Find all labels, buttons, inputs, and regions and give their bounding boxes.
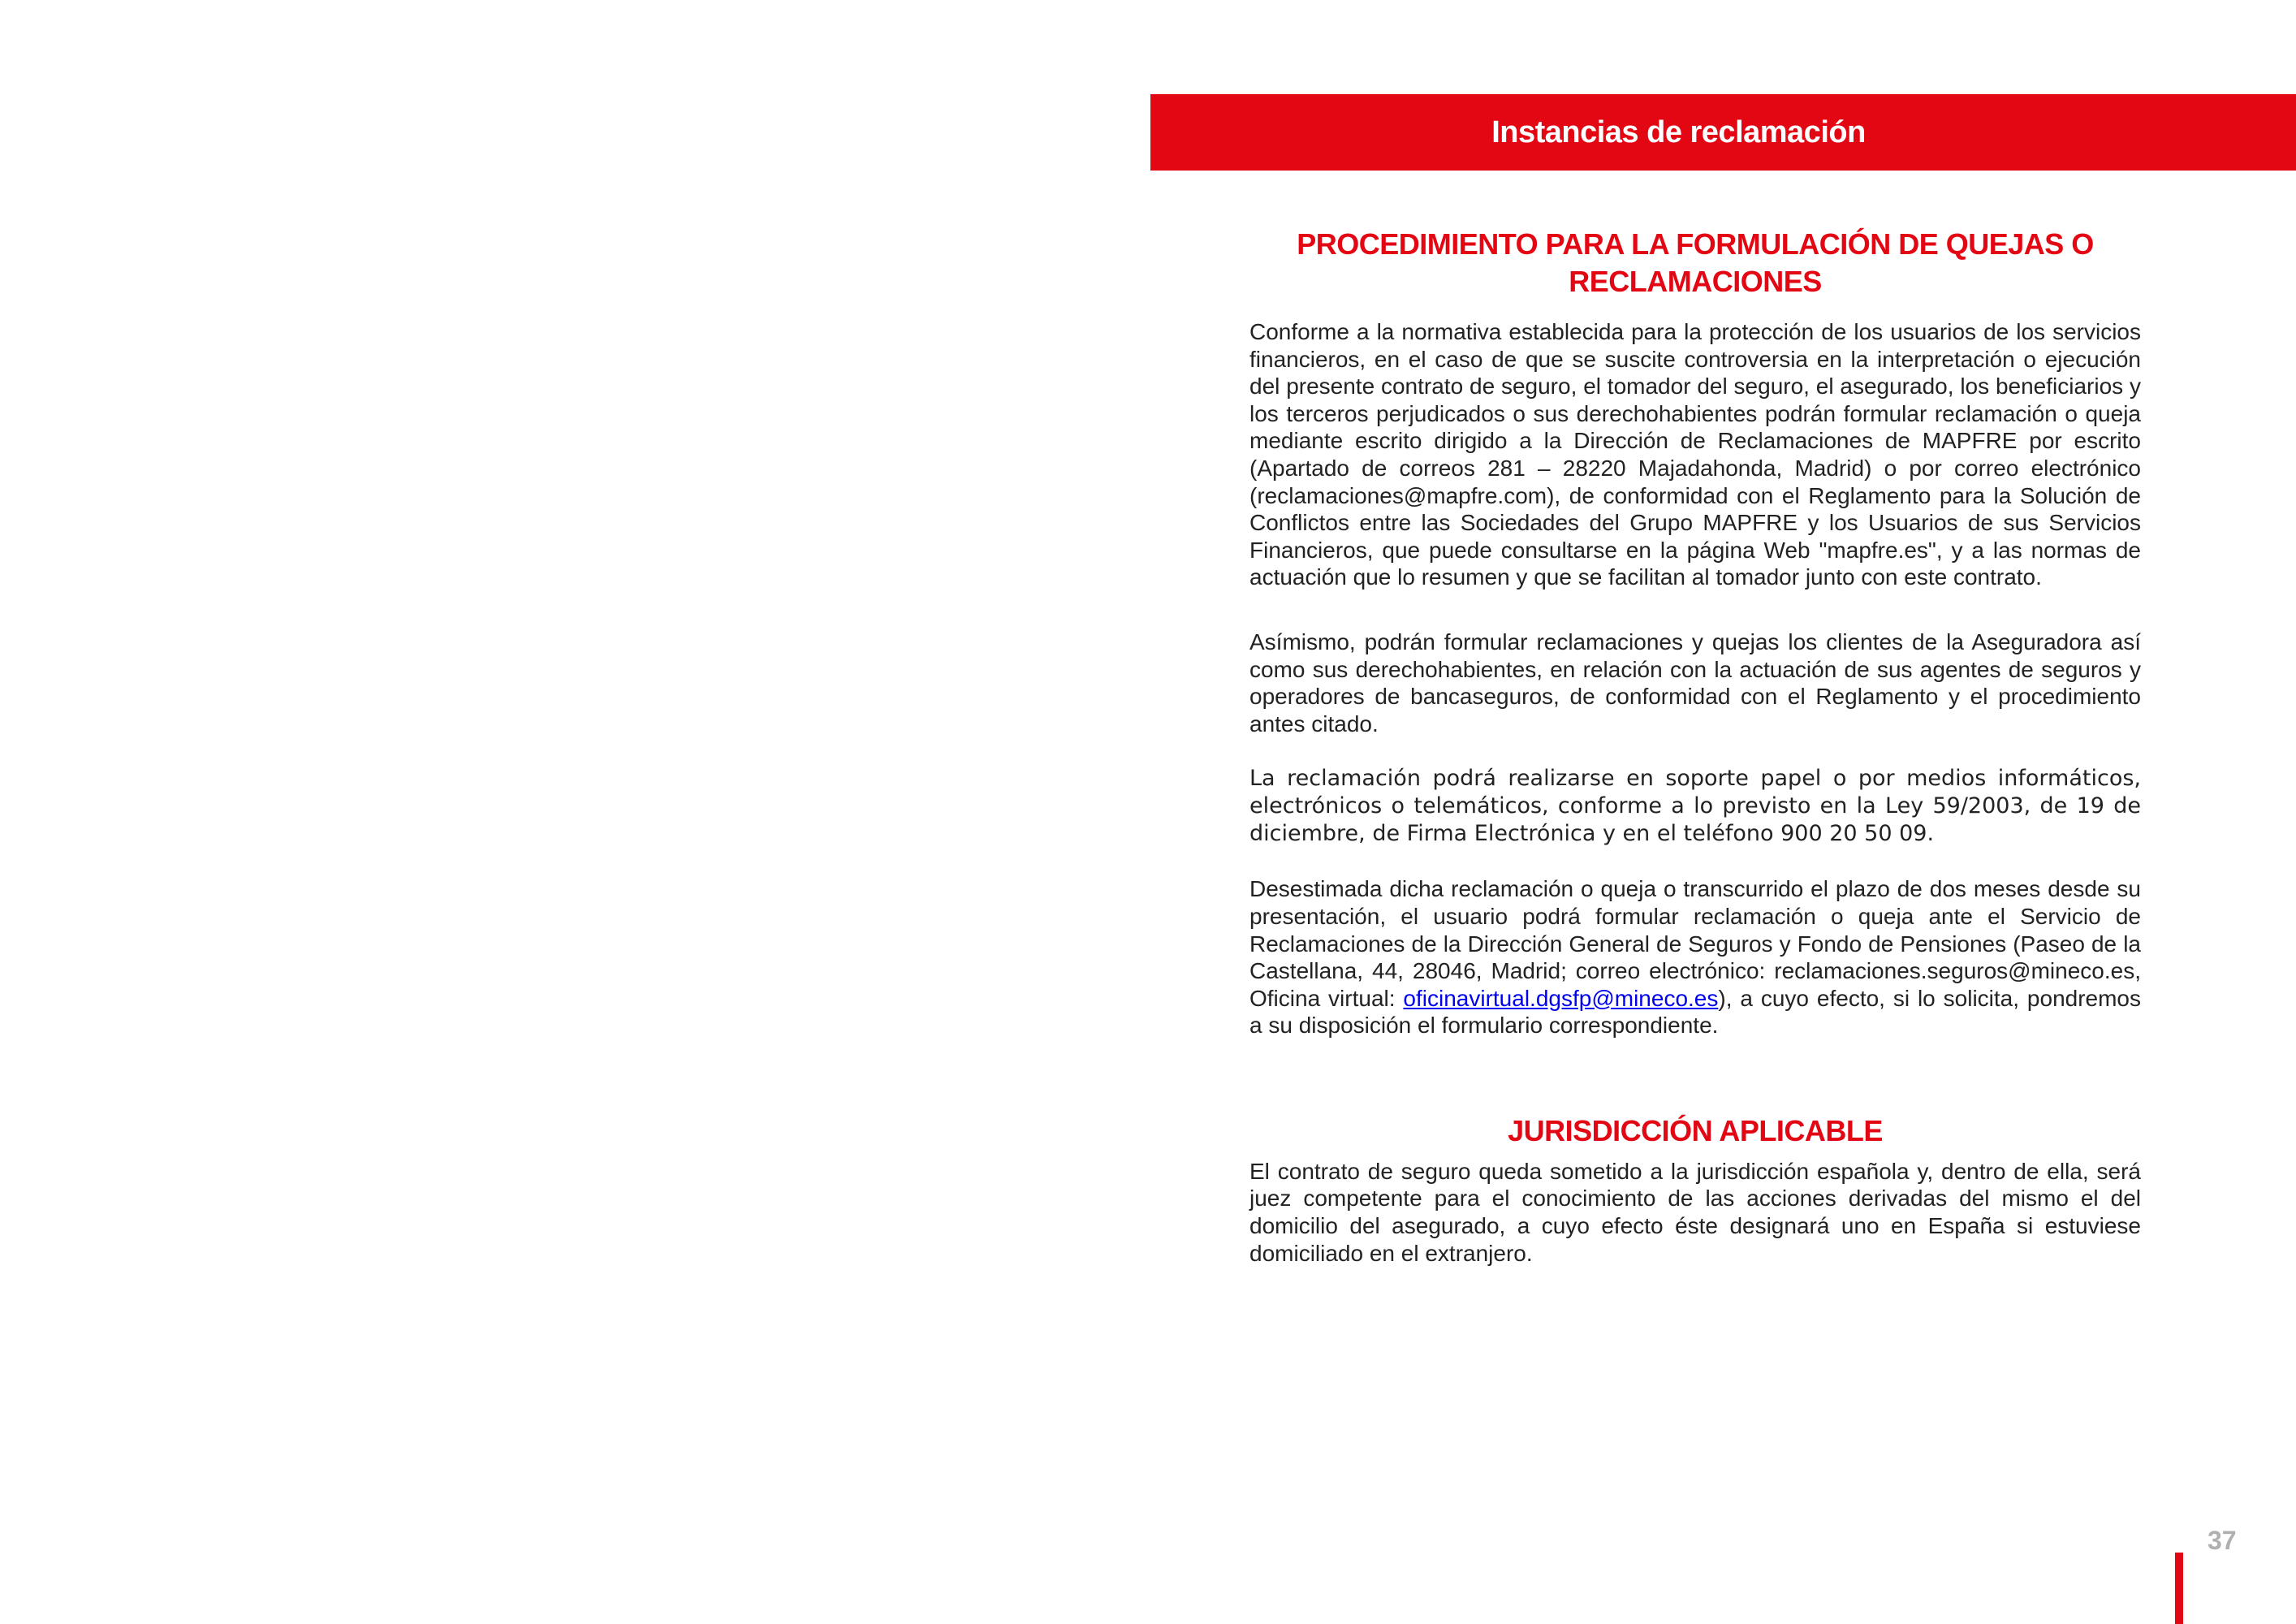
- page-accent-bar: [2175, 1553, 2183, 1624]
- procedure-title-line1: PROCEDIMIENTO PARA LA FORMULACIÓN DE QUEJAS O: [1297, 227, 2094, 261]
- paragraph-reclamation-procedure: Conforme a la normativa establecida para la protección de los usuarios de los servicios financieros, en el caso de que se suscite controversia en la interpretación o ejecución del presente contrato de seguro, el tomador del seguro, el asegurado, los beneficiarios y los terceros perjudicados o sus derechohabientes podrán formular reclamación o queja mediante escrito dirigido a la Dirección de Reclamaciones de MAPFRE por escrito (Apartado de correos 281 – 28220 Majadahonda, Madrid) o por correo electrónico (reclamaciones@mapfre.com), de conformidad con el Reglamento para la Solución de Conflictos entre las Sociedades del Grupo MAPFRE y los Usuarios de sus Servicios Financieros, que puede consultarse en la página Web "mapfre.es", y a las normas de actuación que lo resumen y que se facilitan al tomador junto con este contrato.: [1249, 319, 2141, 590]
- page-number: 37: [2208, 1526, 2237, 1555]
- header-band: [1150, 94, 2296, 171]
- dgsfp-email-link[interactable]: oficinavirtual.dgsfp@mineco.es: [1403, 985, 1719, 1011]
- right-page: [1148, 0, 2296, 1624]
- header-title: Instancias de reclamación: [1491, 114, 1866, 149]
- paragraph-agents-complaints: Asímismo, podrán formular reclamaciones y quejas los clientes de la Aseguradora así como sus derechohabientes, en relación con la actuación de sus agentes de seguros y operadores de bancaseguros, de conformidad con el Reglamento y el procedimiento antes citado.: [1249, 628, 2141, 736]
- paragraph-dgsfp-appeal: [1249, 875, 2141, 1039]
- procedure-section-title: [1249, 226, 2141, 300]
- paragraph-jurisdiction: El contrato de seguro queda sometido a la jurisdicción española y, dentro de ella, será juez competente para el conocimiento de las acciones derivadas del mismo el del domicilio del asegurado, a cuyo efecto éste designará uno en España si estuviese domiciliado en el extranjero.: [1249, 1158, 2141, 1266]
- paragraph-electronic-means: La reclamación podrá realizarse en soporte papel o por medios informáticos, electrónicos o telemáticos, conforme a lo previsto en la Ley 59/2003, de 19 de diciembre, de Firma Electrónica y en el teléfono 900 20 50 09.: [1249, 766, 2141, 847]
- paragraph-dgsfp-text-after: ), a cuyo efecto, si lo solicita, pondremos a su disposición el formulario correspondiente.: [1249, 985, 2142, 1039]
- page-content: [1249, 226, 2141, 1267]
- paragraph-dgsfp-text-before: Desestimada dicha reclamación o queja o transcurrido el plazo de dos meses desde su presentación, el usuario podrá formular reclamación o queja ante el Servicio de Reclamaciones de la Dirección General de Seguros y Fondo de Pensiones (Paseo de la Castellana, 44, 28046, Madrid; correo electrónico: reclamaciones.seguros@mineco.es, Oficina virtual:: [1249, 876, 2141, 1011]
- procedure-title-line2: RECLAMACIONES: [1569, 265, 1822, 298]
- jurisdiction-section-title: JURISDICCIÓN APLICABLE: [1508, 1113, 1883, 1147]
